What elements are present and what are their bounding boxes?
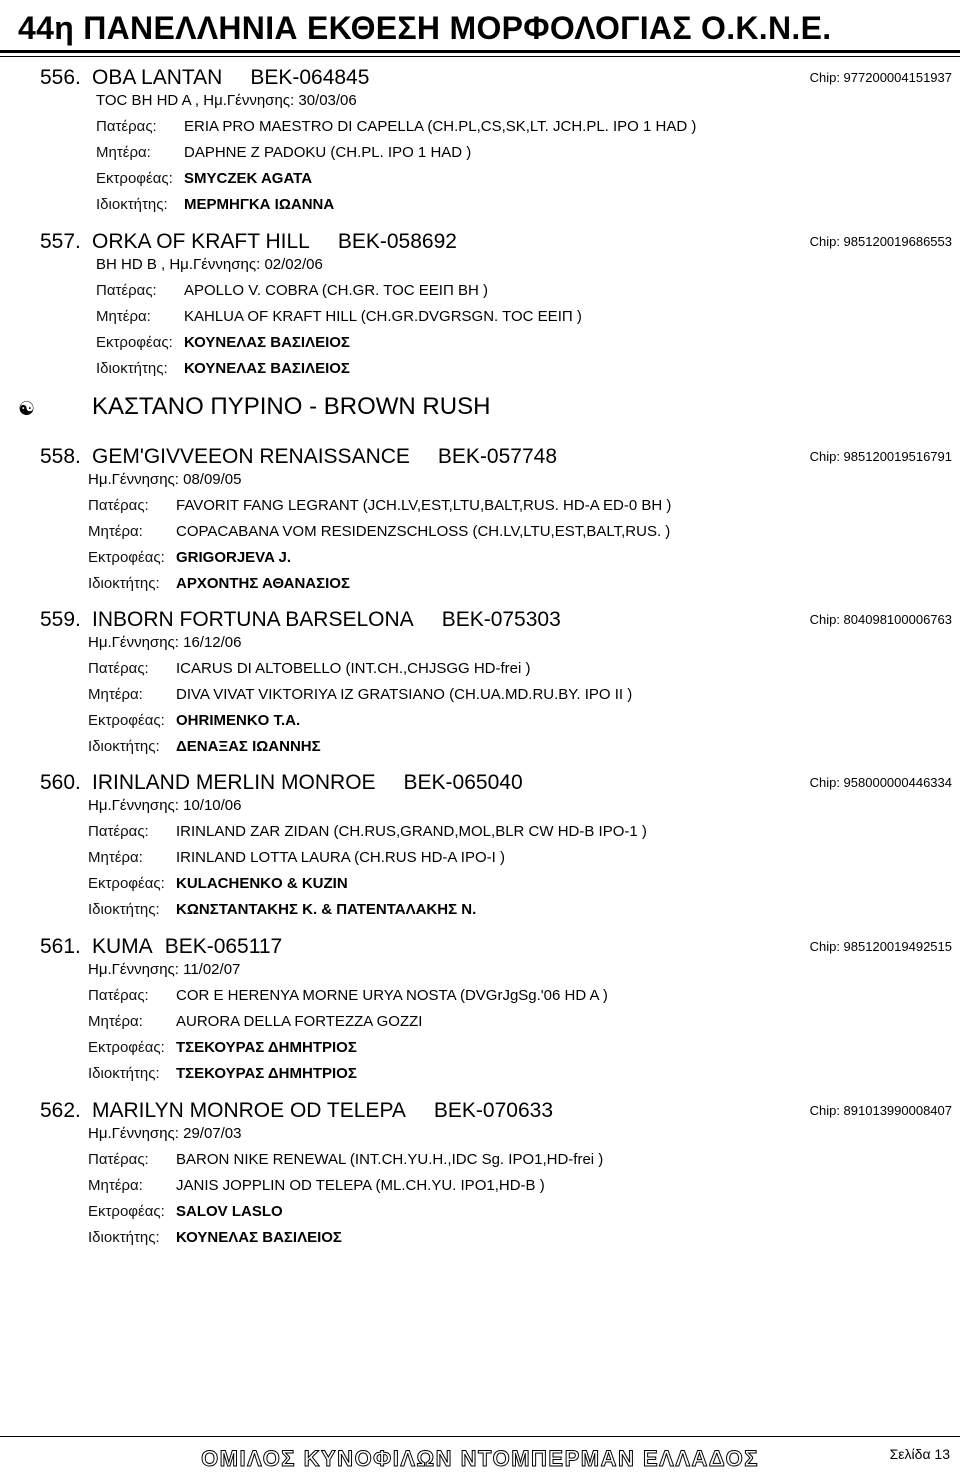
- mother-row: [96, 308, 582, 328]
- father-value: IRINLAND ZAR ZIDAN (CH.RUS,GRAND,MOL,BLR CW HD-B IPO-1 ): [176, 823, 647, 840]
- dog-name: GEM'GIVVEEON RENAISSANCE: [92, 445, 410, 468]
- entry-title-row: [40, 66, 369, 92]
- father-label: Πατέρας:: [96, 118, 157, 135]
- section-title: ΚΑΣΤΑΝΟ ΠΥΡΙΝΟ - BROWN RUSH: [92, 393, 491, 420]
- page-title: 44η ΠΑΝΕΛΛΗΝΙΑ ΕΚΘΕΣΗ ΜΟΡΦΟΛΟΓΙΑΣ Ο.Κ.Ν.Ε.: [18, 10, 832, 46]
- breeder-label: Εκτροφέας:: [96, 170, 173, 187]
- owner-value: ΤΣΕΚΟΥΡΑΣ ΔΗΜΗΤΡΙΟΣ: [176, 1065, 357, 1082]
- color-section-heading: [18, 393, 618, 425]
- breeder-label: Εκτροφέας:: [88, 549, 165, 566]
- breeder-value: GRIGORJEVA J.: [176, 549, 292, 566]
- birth-date-row: Ημ.Γέννησης: 08/09/05: [88, 471, 242, 488]
- dog-name: OBA LANTAN: [92, 66, 223, 89]
- entry-number: 559.: [40, 608, 81, 631]
- registration-number: BEK-057748: [437, 445, 558, 468]
- entry-title-row: [40, 230, 457, 256]
- registration-number: BEK-065117: [164, 935, 283, 958]
- chip-number: Chip: 958000000446334: [809, 775, 952, 790]
- father-row: [96, 118, 696, 138]
- mother-label: Μητέρα:: [96, 308, 151, 325]
- father-label: Πατέρας:: [88, 823, 149, 840]
- father-value: ERIA PRO MAESTRO DI CAPELLA (CH.PL,CS,SK,LT. JCH.PL. IPO 1 HAD ): [184, 118, 697, 135]
- owner-row: [88, 575, 350, 595]
- owner-label: Ιδιοκτήτης:: [96, 360, 168, 377]
- mother-label: Μητέρα:: [88, 523, 143, 540]
- owner-value: ΜΕΡΜΗΓΚΑ ΙΩΑΝΝΑ: [184, 196, 335, 213]
- father-value: APOLLO V. COBRA (CH.GR. TOC ΕΕΙΠ BH ): [184, 282, 488, 299]
- entry-title-row: [40, 1099, 553, 1125]
- footer-club-name: ΟΜΙΛΟΣ ΚΥΝΟΦΙΛΩΝ ΝΤΟΜΠΕΡΜΑΝ ΕΛΛΑΔΟΣ: [201, 1446, 759, 1471]
- owner-value: ΚΟΥΝΕΛΑΣ ΒΑΣΙΛΕΙΟΣ: [176, 1229, 342, 1246]
- owner-row: [88, 901, 476, 921]
- mother-value: DAPHNE Z PADOKU (CH.PL. IPO 1 HAD ): [184, 144, 472, 161]
- owner-value: ΑΡΧΟΝΤΗΣ ΑΘΑΝΑΣΙΟΣ: [176, 575, 350, 592]
- owner-row: [96, 360, 350, 380]
- birth-date-row: Ημ.Γέννησης: 11/02/07: [88, 961, 241, 978]
- entry-number: 562.: [40, 1099, 81, 1122]
- father-value: BARON NIKE RENEWAL (INT.CH.YU.H.,IDC Sg. IPO1,HD-frei ): [176, 1151, 604, 1168]
- registration-number: BEK-058692: [337, 230, 457, 253]
- breeder-value: SMYCZEK AGATA: [184, 170, 313, 187]
- owner-label: Ιδιοκτήτης:: [88, 1229, 160, 1246]
- mother-row: [88, 523, 670, 543]
- owner-value: ΚΩΝΣΤΑΝΤΑΚΗΣ Κ. & ΠΑΤΕΝΤΑΛΑΚΗΣ Ν.: [176, 901, 477, 918]
- dog-name: KUMA: [92, 935, 153, 958]
- mother-value: IRINLAND LOTTA LAURA (CH.RUS HD-A IPO-I ): [176, 849, 505, 866]
- registration-number: BEK-075303: [441, 608, 561, 631]
- breeder-label: Εκτροφέας:: [88, 875, 165, 892]
- father-label: Πατέρας:: [88, 1151, 149, 1168]
- owner-row: [88, 1065, 357, 1085]
- yin-yang-icon: ☯: [18, 398, 36, 420]
- entry-title-row: [40, 771, 523, 797]
- father-label: Πατέρας:: [88, 660, 149, 677]
- breeder-label: Εκτροφέας:: [88, 712, 165, 729]
- mother-value: COPACABANA VOM RESIDENZSCHLOSS (CH.LV,LTU,EST,BALT,RUS. ): [176, 523, 671, 540]
- entry-number: 556.: [40, 66, 81, 89]
- breeder-row: [96, 170, 312, 190]
- father-row: [96, 282, 488, 302]
- mother-value: AURORA DELLA FORTEZZA GOZZI: [176, 1013, 423, 1030]
- dog-name: IRINLAND MERLIN MONROE: [92, 771, 376, 794]
- birth-date-row: Ημ.Γέννησης: 16/12/06: [88, 634, 242, 651]
- entry-title-row: [40, 445, 557, 471]
- header-divider-thick: [0, 50, 960, 53]
- chip-number: Chip: 985120019492515: [809, 939, 952, 954]
- father-value: COR E HERENYA MORNE URYA NOSTA (DVGrJgSg.'06 HD A ): [176, 987, 608, 1004]
- chip-number: Chip: 985120019686553: [809, 234, 952, 249]
- father-row: [88, 1151, 603, 1171]
- owner-label: Ιδιοκτήτης:: [88, 575, 160, 592]
- father-label: Πατέρας:: [88, 987, 149, 1004]
- owner-value: ΔΕΝΑΞΑΣ ΙΩΑΝΝΗΣ: [176, 738, 321, 755]
- chip-number: Chip: 891013990008407: [809, 1103, 952, 1118]
- birth-date-row: TOC BH HD A , Ημ.Γέννησης: 30/03/06: [96, 92, 357, 109]
- father-value: FAVORIT FANG LEGRANT (JCH.LV,EST,LTU,BALT,RUS. HD-A ED-0 BH ): [176, 497, 672, 514]
- father-value: ICARUS DI ALTOBELLO (INT.CH.,CHJSGG HD-frei ): [176, 660, 531, 677]
- breeder-value: KULACHENKO & KUZIN: [176, 875, 348, 892]
- page-number: Σελίδα 13: [889, 1446, 950, 1462]
- entry-number: 560.: [40, 771, 81, 794]
- dog-name: INBORN FORTUNA BARSELONA: [92, 608, 414, 631]
- entry-title-row: [40, 608, 561, 634]
- owner-row: [88, 1229, 342, 1249]
- chip-number: Chip: 977200004151937: [809, 70, 952, 85]
- header-divider-thin: [0, 56, 960, 57]
- owner-label: Ιδιοκτήτης:: [96, 196, 168, 213]
- breeder-label: Εκτροφέας:: [96, 334, 173, 351]
- entry-number: 561.: [40, 935, 81, 958]
- mother-value: JANIS JOPPLIN OD TELEPA (ML.CH.YU. IPO1,HD-B ): [176, 1177, 545, 1194]
- entry-title-row: [40, 935, 282, 961]
- father-label: Πατέρας:: [88, 497, 149, 514]
- mother-row: [88, 1177, 545, 1197]
- breeder-label: Εκτροφέας:: [88, 1039, 165, 1056]
- mother-row: [96, 144, 471, 164]
- mother-label: Μητέρα:: [88, 1013, 143, 1030]
- chip-number: Chip: 985120019516791: [809, 449, 952, 464]
- breeder-value: SALOV LASLO: [176, 1203, 283, 1220]
- breeder-row: [88, 1039, 357, 1059]
- father-row: [88, 987, 608, 1007]
- breeder-value: ΚΟΥΝΕΛΑΣ ΒΑΣΙΛΕΙΟΣ: [184, 334, 350, 351]
- mother-row: [88, 686, 632, 706]
- registration-number: BEK-064845: [250, 66, 370, 89]
- father-row: [88, 823, 647, 843]
- entry-number: 558.: [40, 445, 81, 468]
- birth-date-row: Ημ.Γέννησης: 10/10/06: [88, 797, 242, 814]
- breeder-label: Εκτροφέας:: [88, 1203, 165, 1220]
- breeder-row: [96, 334, 350, 354]
- mother-label: Μητέρα:: [88, 849, 143, 866]
- birth-date-row: Ημ.Γέννησης: 29/07/03: [88, 1125, 242, 1142]
- breeder-row: [88, 549, 291, 569]
- chip-number: Chip: 804098100006763: [809, 612, 952, 627]
- owner-label: Ιδιοκτήτης:: [88, 1065, 160, 1082]
- father-label: Πατέρας:: [96, 282, 157, 299]
- mother-label: Μητέρα:: [96, 144, 151, 161]
- page-header: [0, 0, 960, 58]
- entry-number: 557.: [40, 230, 81, 253]
- breeder-value: ΤΣΕΚΟΥΡΑΣ ΔΗΜΗΤΡΙΟΣ: [176, 1039, 357, 1056]
- breeder-row: [88, 712, 300, 732]
- registration-number: BEK-070633: [433, 1099, 553, 1122]
- owner-value: ΚΟΥΝΕΛΑΣ ΒΑΣΙΛΕΙΟΣ: [184, 360, 350, 377]
- registration-number: BEK-065040: [403, 771, 523, 794]
- mother-row: [88, 849, 505, 869]
- breeder-row: [88, 875, 348, 895]
- mother-value: KAHLUA OF KRAFT HILL (CH.GR.DVGRSGN. TOC ΕΕΙΠ ): [184, 308, 582, 325]
- dog-name: ORKA OF KRAFT HILL: [92, 230, 310, 253]
- owner-label: Ιδιοκτήτης:: [88, 738, 160, 755]
- father-row: [88, 497, 671, 517]
- owner-row: [88, 738, 321, 758]
- breeder-value: OHRIMENKO T.A.: [176, 712, 301, 729]
- birth-date-row: BH HD B , Ημ.Γέννησης: 02/02/06: [96, 256, 323, 273]
- owner-row: [96, 196, 334, 216]
- mother-label: Μητέρα:: [88, 686, 143, 703]
- father-row: [88, 660, 531, 680]
- dog-name: MARILYN MONROE OD TELEPA: [92, 1099, 406, 1122]
- breeder-row: [88, 1203, 283, 1223]
- footer-divider: [0, 1436, 960, 1437]
- mother-value: DIVA VIVAT VIKTORIYA IZ GRATSIANO (CH.UA.MD.RU.BY. IPO II ): [176, 686, 633, 703]
- mother-row: [88, 1013, 422, 1033]
- owner-label: Ιδιοκτήτης:: [88, 901, 160, 918]
- mother-label: Μητέρα:: [88, 1177, 143, 1194]
